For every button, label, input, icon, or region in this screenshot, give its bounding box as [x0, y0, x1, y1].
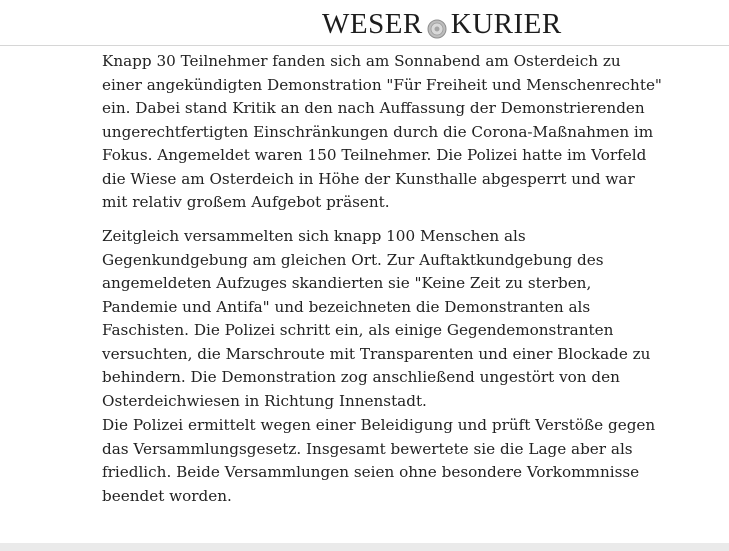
- logo-text-weser: WESER: [322, 7, 423, 40]
- site-header: [0, 0, 729, 46]
- article-paragraph-1: Knapp 30 Teilnehmer fanden sich am Sonnabend am Osterdeich zu einer angekündigten Demonstration "Für Freiheit und Menschenrechte" ein. Dabei stand Kritik an den nach Auffassung der Demonstrierenden ungerechtfertigten Einschränkungen durch die Corona-Maßnahmen im Fokus. Angemeldet waren 150 Teilnehmer. Die Polizei hatte im Vorfeld die Wiese am Osterdeich in Höhe der Kunsthalle abgesperrt und war mit relativ großem Aufgebot präsent.: [102, 52, 662, 211]
- article-paragraph-2: Zeitgleich versammelten sich knapp 100 Menschen als Gegenkundgebung am gleichen Ort. Zur Auftaktkundgebung des angemeldeten Aufzuges skandierten sie "Keine Zeit zu sterben, Pandemie und Antifa" und bezeichneten die Demonstranten als Faschisten. Die Polizei schritt ein, als einige Gegendemonstranten versuchten, die Marschroute mit Transparenten und einer Blockade zu behindern. Die Demonstration zog anschließend ungestört von den Osterdeichwiesen in Richtung Innenstadt.: [102, 227, 651, 410]
- site-logo[interactable]: [322, 6, 562, 42]
- article-paragraph-3: Die Polizei ermittelt wegen einer Beleidigung und prüft Verstöße gegen das Versammlungsgesetz. Insgesamt bewertete sie die Lage aber als friedlich. Beide Versammlungen seien ohne besondere Vorkommnisse beendet worden.: [102, 416, 656, 505]
- footer-divider: [0, 543, 729, 551]
- seal-icon: [427, 14, 447, 34]
- logo-text-kurier: KURIER: [450, 7, 562, 40]
